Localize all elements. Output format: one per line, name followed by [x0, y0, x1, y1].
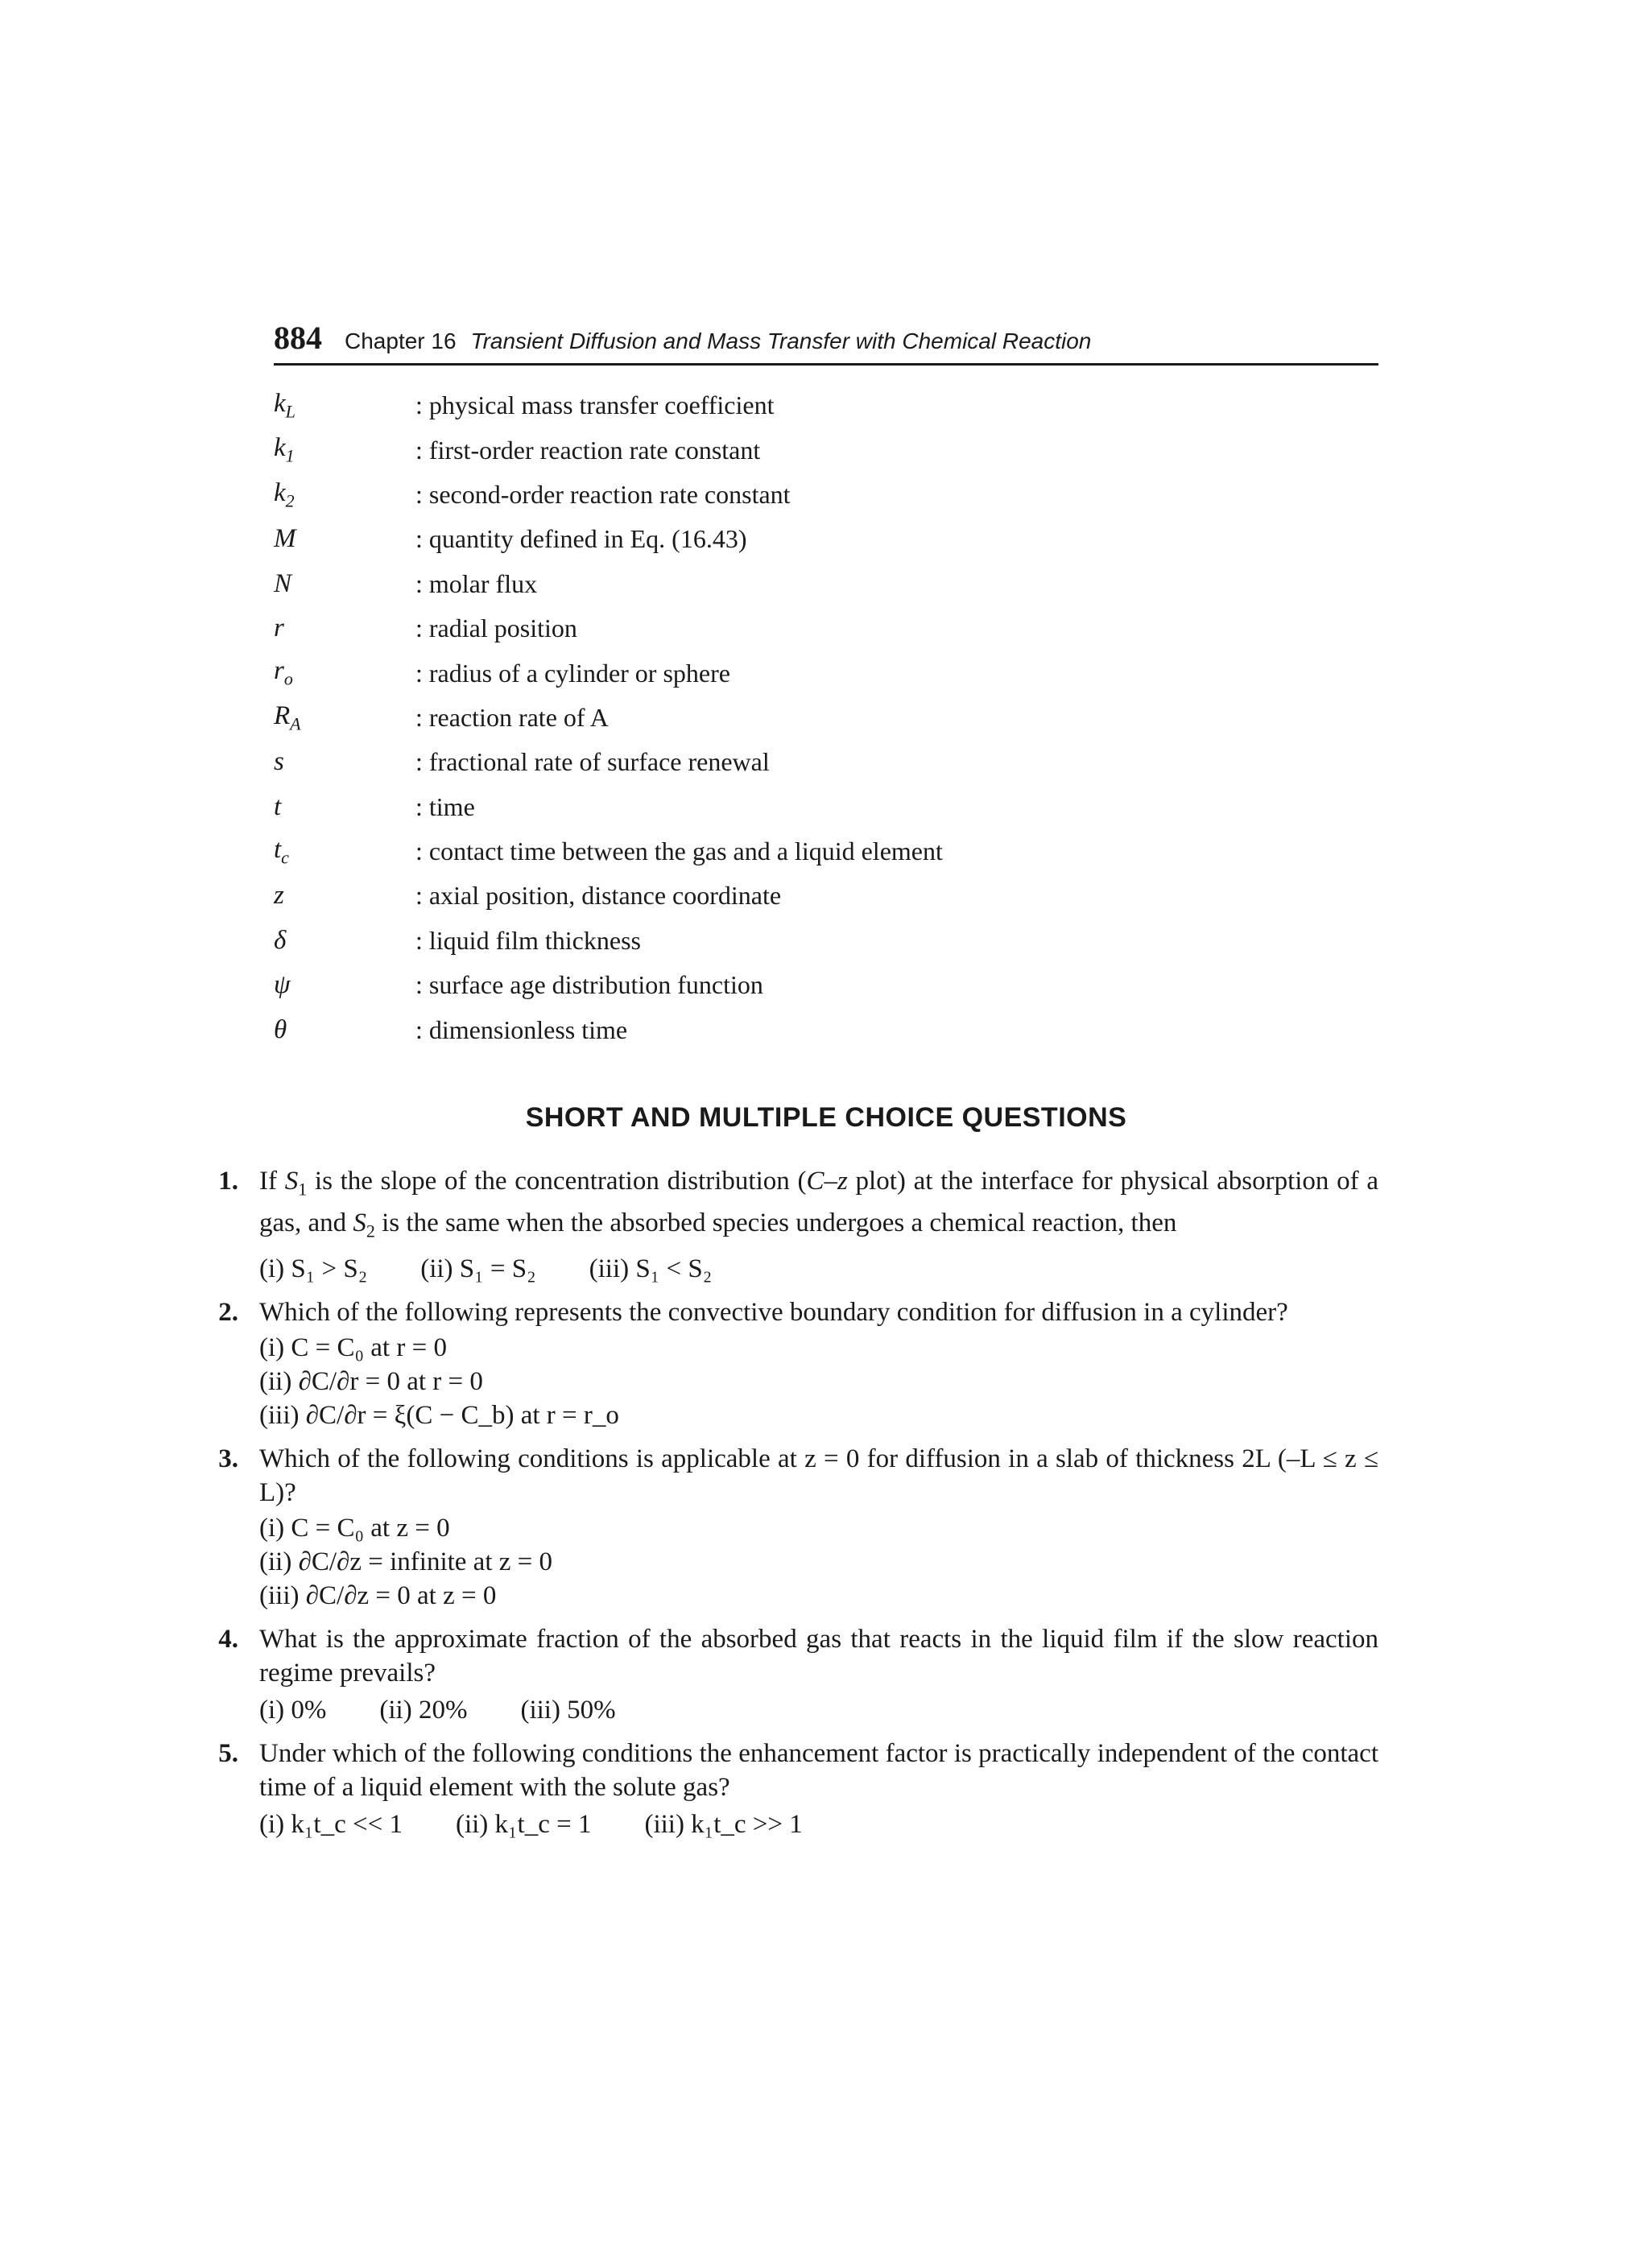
answer-option: (ii) k₁t_c = 1: [455, 1810, 592, 1840]
nomenclature-row: [274, 473, 1378, 517]
nomenclature-list: [274, 383, 1378, 1052]
question-body: [259, 1442, 1378, 1613]
nomenclature-definition: : first-order reaction rate constant: [415, 435, 761, 465]
nomenclature-row: [274, 1007, 1378, 1051]
nomenclature-row: [274, 517, 1378, 561]
running-header: [274, 319, 1378, 366]
question-item: [193, 1164, 1378, 1286]
question-number: 4.: [218, 1625, 238, 1655]
nomenclature-symbol: t: [274, 791, 282, 821]
question-stem: Which of the following represents the convective boundary condition for diffusion in a cylinder?: [259, 1298, 1288, 1328]
answer-option: (iii) S₁ < S₂: [589, 1254, 713, 1284]
nomenclature-row: [274, 874, 1378, 918]
question-number: 2.: [218, 1298, 238, 1328]
answer-option: (i) 0%: [259, 1696, 327, 1725]
nomenclature-symbol: N: [274, 568, 292, 598]
question-number: 1.: [218, 1166, 238, 1196]
question-item: [193, 1737, 1378, 1841]
nomenclature-definition: : dimensionless time: [415, 1014, 628, 1044]
answer-option: (iii) 50%: [520, 1696, 616, 1725]
question-number: 3.: [218, 1444, 238, 1474]
page-number: 884: [274, 320, 322, 356]
question-item: [193, 1622, 1378, 1727]
question-body: [259, 1622, 1378, 1727]
question-number: 5.: [218, 1739, 238, 1769]
nomenclature-symbol: δ: [274, 925, 287, 955]
answer-option: (ii) 20%: [379, 1696, 468, 1725]
answer-option: (ii) ∂C/∂r = 0 at r = 0: [259, 1367, 483, 1397]
options-group: [259, 1252, 1378, 1286]
nomenclature-symbol: r: [274, 613, 284, 643]
nomenclature-definition: : second-order reaction rate constant: [415, 479, 791, 509]
question-item: [193, 1295, 1378, 1432]
nomenclature-definition: : radius of a cylinder or sphere: [415, 658, 730, 688]
answer-option: (iii) ∂C/∂z = 0 at z = 0: [259, 1581, 497, 1611]
nomenclature-symbol: $r_o$: [274, 656, 293, 689]
nomenclature-symbol: $R_A$: [274, 700, 301, 734]
question-stem: Which of the following conditions is applicable at z = 0 for diffusion in a slab of thickness 2L (–L ≤ z ≤ L)?: [259, 1444, 1378, 1508]
nomenclature-row: [274, 651, 1378, 695]
nomenclature-row: [274, 383, 1378, 428]
chapter-label: Chapter 16: [345, 328, 457, 353]
question-stem: If $S_1$ is the slope of the concentration distribution (C–z plot) at the interface for physical absorption of a gas, and $S_2$ is the same when the absorbed species undergoes a chemical reaction, then: [259, 1166, 1378, 1242]
answer-option: (iii) ∂C/∂r = ξ(C − C_b) at r = r_o: [259, 1401, 619, 1431]
nomenclature-row: [274, 606, 1378, 651]
nomenclature-definition: : surface age distribution function: [415, 970, 763, 1000]
options-group: [259, 1511, 1378, 1613]
answer-option: (iii) k₁t_c >> 1: [644, 1810, 803, 1840]
options-group: [259, 1331, 1378, 1432]
nomenclature-symbol: ψ: [274, 970, 291, 1000]
nomenclature-definition: : liquid film thickness: [415, 925, 641, 955]
nomenclature-symbol: $k_L$: [274, 388, 295, 422]
nomenclature-symbol: θ: [274, 1014, 287, 1044]
answer-option: (ii) ∂C/∂z = infinite at z = 0: [259, 1547, 552, 1577]
nomenclature-definition: : physical mass transfer coefficient: [415, 390, 775, 420]
nomenclature-row: [274, 785, 1378, 829]
nomenclature-definition: : quantity defined in Eq. (16.43): [415, 524, 747, 554]
nomenclature-row: [274, 696, 1378, 740]
nomenclature-symbol: $k_1$: [274, 433, 295, 466]
question-stem: What is the approximate fraction of the absorbed gas that reacts in the liquid film if the slow reaction regime prevails?: [259, 1625, 1378, 1688]
question-body: [259, 1164, 1378, 1286]
answer-option: (i) C = C₀ at r = 0: [259, 1333, 447, 1363]
nomenclature-symbol: s: [274, 747, 284, 777]
page: [218, 319, 1378, 1851]
nomenclature-definition: : axial position, distance coordinate: [415, 881, 782, 911]
nomenclature-definition: : radial position: [415, 613, 577, 643]
nomenclature-row: [274, 428, 1378, 472]
question-body: [259, 1295, 1378, 1432]
nomenclature-row: [274, 562, 1378, 606]
answer-option: (i) C = C₀ at z = 0: [259, 1514, 450, 1543]
nomenclature-row: [274, 919, 1378, 963]
section-heading: SHORT AND MULTIPLE CHOICE QUESTIONS: [525, 1101, 1127, 1133]
nomenclature-row: [274, 963, 1378, 1007]
options-group: [259, 1693, 1378, 1727]
nomenclature-row: [274, 740, 1378, 784]
chapter-title: Transient Diffusion and Mass Transfer with Chemical Reaction: [470, 328, 1092, 353]
nomenclature-symbol: M: [274, 524, 296, 554]
nomenclature-definition: : time: [415, 791, 475, 821]
nomenclature-definition: : fractional rate of surface renewal: [415, 747, 770, 777]
nomenclature-definition: : reaction rate of A: [415, 702, 609, 732]
nomenclature-symbol: z: [274, 881, 284, 911]
question-stem: Under which of the following conditions the enhancement factor is practically independent of the contact time of a liquid element with the solute gas?: [259, 1739, 1378, 1803]
answer-option: (i) S₁ > S₂: [259, 1254, 368, 1284]
nomenclature-definition: : molar flux: [415, 568, 538, 598]
answer-option: (i) k₁t_c << 1: [259, 1810, 403, 1840]
nomenclature-symbol: $k_2$: [274, 477, 295, 511]
nomenclature-symbol: $t_c$: [274, 834, 289, 868]
options-group: [259, 1807, 1378, 1841]
question-item: [193, 1442, 1378, 1613]
answer-option: (ii) S₁ = S₂: [420, 1254, 536, 1284]
nomenclature-definition: : contact time between the gas and a liquid element: [415, 837, 943, 866]
nomenclature-row: [274, 829, 1378, 874]
question-body: [259, 1737, 1378, 1841]
question-list: [193, 1164, 1378, 1841]
